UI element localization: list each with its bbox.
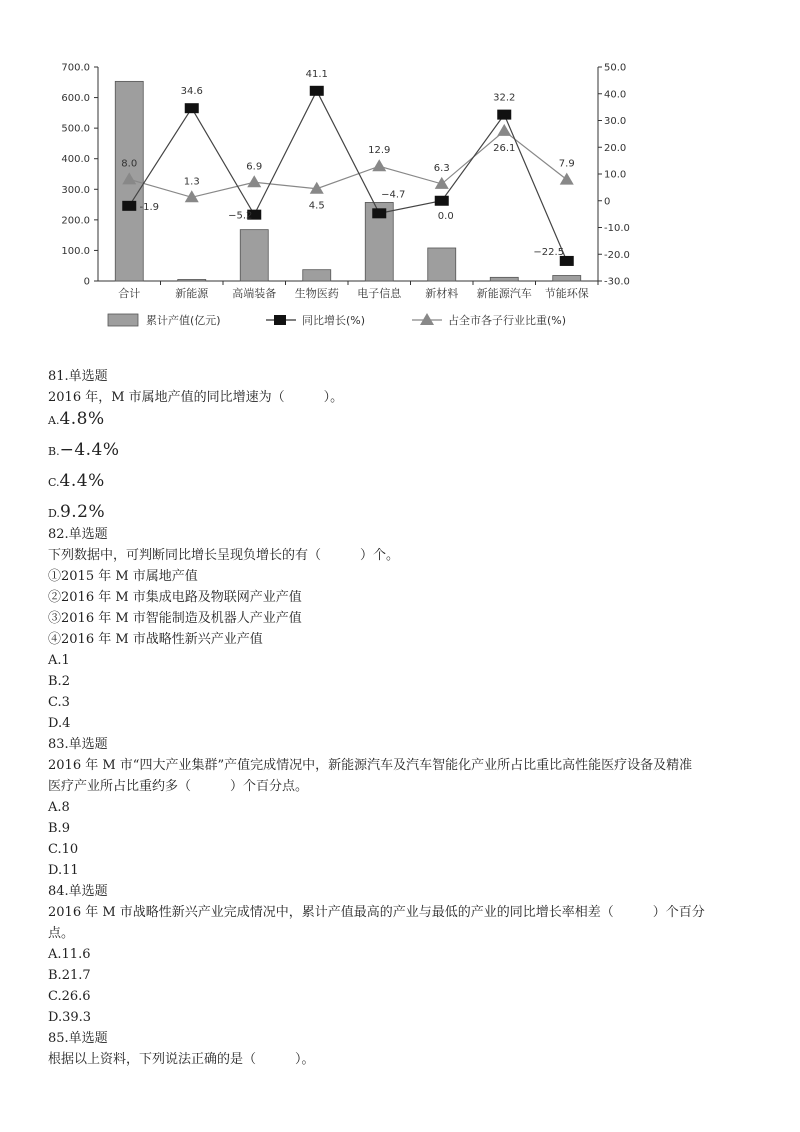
left-tick-label: 300.0 [61,184,90,196]
option-text: 11 [62,863,79,878]
option-b[interactable] [48,818,760,839]
bar-3 [303,270,331,281]
question-stem: 下列数据中，可判断同比增长呈现负增长的有（ ）个。 [48,548,400,563]
share-point-4 [372,159,386,171]
share-data-label: 7.9 [558,158,575,170]
left-tick-label: 100.0 [61,245,90,257]
category-label: 新能源汽车 [476,287,532,300]
statement-4: ④2016 年 M 市战略性新兴产业产值 [48,632,263,647]
option-c[interactable] [48,692,760,713]
left-tick-label: 0 [83,276,90,288]
option-a[interactable] [48,944,760,965]
growth-data-label: 41.1 [305,68,328,80]
question-stem: 根据以上资料，下列说法正确的是（ ）。 [48,1052,315,1067]
category-label: 高端装备 [232,287,277,300]
right-tick-label: 20.0 [604,142,627,154]
left-tick-label: 200.0 [61,215,90,227]
question-stem-line-1: 2016 年 M 市“四大产业集群”产值完成情况中，新能源汽车及汽车智能化产业所占比重比高性能医疗设备及精准 [48,758,693,773]
left-tick-label: 600.0 [61,93,90,105]
option-a[interactable] [48,797,760,818]
growth-point-3 [310,86,324,96]
option-text: 11.6 [61,947,91,962]
option-text: 26.6 [61,989,91,1004]
question-81 [48,366,760,533]
share-point-2 [247,175,261,187]
left-tick-label: 500.0 [61,123,90,135]
category-label: 新材料 [425,287,459,300]
growth-data-label: 34.6 [180,86,203,98]
question-stem: 2016 年，M 市属地产值的同比增速为（ ）。 [48,390,344,405]
question-83 [48,734,760,881]
option-text: 3 [61,695,70,710]
option-text: 4.8% [59,409,105,429]
right-tick-label: 30.0 [604,116,627,127]
question-number: 83.单选题 [48,737,108,752]
question-number: 81.单选题 [48,369,108,384]
right-tick-label: 50.0 [604,62,627,74]
statement-3: ③2016 年 M 市智能制造及机器人产业产值 [48,611,302,626]
share-data-label: 8.0 [121,158,138,170]
option-text: 1 [61,653,70,668]
legend-growth-marker [274,315,286,325]
growth-data-label: 32.2 [493,92,516,104]
option-label: D. [48,507,60,520]
category-label: 新能源 [175,287,209,300]
option-label: C. [48,695,62,710]
statement-1: ①2015 年 M 市属地产值 [48,569,198,584]
option-label: D. [48,716,63,731]
option-text: 2 [61,674,70,689]
option-b[interactable] [48,965,760,986]
right-tick-label: -20.0 [604,249,630,261]
right-tick-label: -30.0 [604,276,630,288]
option-label: C. [48,842,62,857]
option-text: 9.2% [59,502,106,522]
option-label: D. [48,863,63,878]
option-text: 8 [61,800,70,815]
option-label: D. [48,1010,63,1025]
share-line [129,131,567,197]
bar-1 [178,279,206,281]
share-data-label: 12.9 [368,145,391,157]
category-label: 合计 [118,287,141,300]
question-number: 82.单选题 [48,527,108,542]
growth-data-label: −22.5 [533,246,565,258]
option-text: 4 [62,716,71,731]
right-tick-label: -10.0 [604,223,630,234]
option-a[interactable] [48,650,760,671]
option-label: A. [48,947,62,962]
option-text: 4.4% [59,471,105,491]
option-label: C. [48,476,60,489]
option-text: 21.7 [61,968,91,983]
legend-label: 累计产值(亿元) [146,314,221,327]
right-tick-label: 0 [604,196,611,208]
option-label: B. [48,445,60,458]
category-label: 节能环保 [544,287,589,300]
combo-chart-svg [0,0,800,340]
legend-bar-swatch [108,314,138,326]
question-82 [48,524,760,734]
growth-point-0 [122,201,136,211]
growth-data-label: −5.2 [228,210,253,222]
option-d[interactable] [48,713,760,734]
option-d[interactable] [48,860,760,881]
option-text: 10 [61,842,79,857]
bar-2 [240,230,268,281]
option-label: B. [48,821,62,836]
option-a[interactable] [48,409,760,440]
left-tick-label: 400.0 [61,154,90,166]
growth-point-6 [497,110,511,120]
growth-point-4 [372,208,386,218]
share-data-label: 4.5 [308,200,325,212]
right-tick-label: 10.0 [604,169,627,181]
bar-6 [490,277,518,281]
legend-label: 同比增长(%) [302,314,366,327]
option-c[interactable] [48,986,760,1007]
growth-data-label: 0.0 [437,210,454,222]
legend-share-marker [420,313,434,325]
option-label: A. [48,653,62,668]
right-tick-label: 40.0 [604,89,627,101]
option-b[interactable] [48,440,760,471]
question-85 [48,1028,760,1070]
option-label: B. [48,968,62,983]
option-label: C. [48,989,62,1004]
option-c[interactable] [48,839,760,860]
option-text: 9 [61,821,70,836]
category-label: 电子信息 [357,287,402,300]
question-stem-line-1: 2016 年 M 市战略性新兴产业完成情况中，累计产值最高的产业与最低的产业的同比增长率相差（ ）个百分 [48,905,705,920]
option-b[interactable] [48,671,760,692]
question-84 [48,881,760,1028]
statement-2: ②2016 年 M 市集成电路及物联网产业产值 [48,590,302,605]
bar-5 [428,248,456,281]
option-text: −4.4% [59,440,120,460]
question-stem-line-2: 点。 [48,926,75,941]
growth-data-label: −4.7 [381,189,406,201]
share-point-7 [560,173,574,185]
option-c[interactable] [48,471,760,502]
question-stem-line-2: 医疗产业所占比重约多（ ）个百分点。 [48,779,309,794]
option-label: A. [48,414,60,427]
legend-label: 占全市各子行业比重(%) [448,314,567,327]
left-tick-label: 700.0 [61,62,90,74]
option-label: A. [48,800,62,815]
share-data-label: 6.3 [433,162,450,174]
category-label: 生物医药 [294,287,339,300]
growth-data-label: -1.9 [139,201,160,213]
option-text: 39.3 [62,1010,92,1025]
option-label: B. [48,674,62,689]
question-number: 84.单选题 [48,884,108,899]
growth-point-5 [435,196,449,206]
share-data-label: 6.9 [246,161,263,173]
growth-point-1 [185,103,199,113]
share-data-label: 26.1 [493,142,516,154]
chart [0,0,800,340]
option-d[interactable] [48,1007,760,1028]
bar-7 [553,275,581,281]
share-data-label: 1.3 [183,176,200,188]
question-number: 85.单选题 [48,1031,108,1046]
